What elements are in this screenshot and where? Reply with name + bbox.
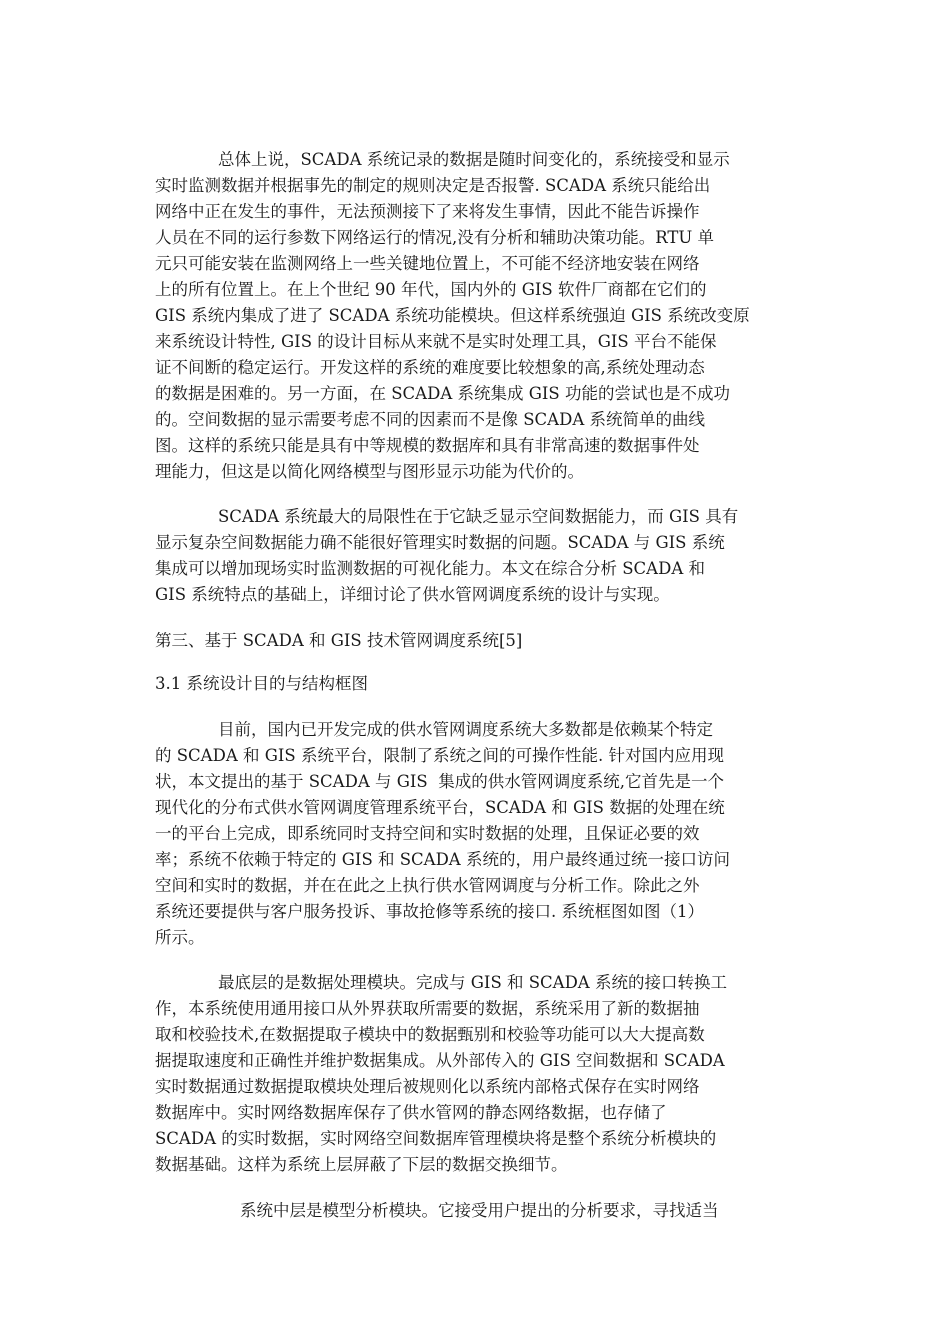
paragraph-line: 显示复杂空间数据能力确不能很好管理实时数据的问题。SCADA 与 GIS 系统 — [155, 533, 725, 552]
paragraph-line: 的 SCADA 和 GIS 系统平台，限制了系统之间的可操作性能. 针对国内应用现 — [155, 746, 724, 765]
paragraph-line: 一的平台上完成，即系统同时支持空间和实时数据的处理，且保证必要的效 — [155, 824, 700, 843]
paragraph-line: 空间和实时的数据，并在在此之上执行供水管网调度与分析工作。除此之外 — [155, 876, 700, 895]
paragraph-line: 系统还要提供与客户服务投诉、事故抢修等系统的接口. 系统框图如图（1） — [155, 902, 704, 921]
paragraph-line: GIS 系统特点的基础上，详细讨论了供水管网调度系统的设计与实现。 — [155, 585, 670, 604]
section-heading: 第三、基于 SCADA 和 GIS 技术管网调度系统[5] — [155, 631, 523, 650]
paragraph-line: 据提取速度和正确性并维护数据集成。从外部传入的 GIS 空间数据和 SCADA — [155, 1051, 725, 1070]
paragraph-line: 的。空间数据的显示需要考虑不同的因素而不是像 SCADA 系统简单的曲线 — [155, 410, 705, 429]
paragraph-line: 上的所有位置上。在上个世纪 90 年代，国内外的 GIS 软件厂商都在它们的 — [155, 280, 707, 299]
paragraph-line: 取和校验技术,在数据提取子模块中的数据甄别和校验等功能可以大大提高数 — [155, 1025, 705, 1044]
paragraph-line: 最底层的是数据处理模块。完成与 GIS 和 SCADA 系统的接口转换工 — [218, 973, 727, 992]
paragraph-line: 理能力，但这是以简化网络模型与图形显示功能为代价的。 — [155, 462, 584, 481]
paragraph-line: 的数据是困难的。另一方面，在 SCADA 系统集成 GIS 功能的尝试也是不成功 — [155, 384, 730, 403]
paragraph-line: 作，本系统使用通用接口从外界获取所需要的数据，系统采用了新的数据抽 — [155, 999, 700, 1018]
paragraph-line: 实时监测数据并根据事先的制定的规则决定是否报警. SCADA 系统只能给出 — [155, 176, 711, 195]
paragraph-line: 人员在不同的运行参数下网络运行的情况,没有分析和辅助决策功能。RTU 单 — [155, 228, 715, 247]
paragraph-line: 率；系统不依赖于特定的 GIS 和 SCADA 系统的，用户最终通过统一接口访问 — [155, 850, 730, 869]
paragraph-line: 实时数据通过数据提取模块处理后被规则化以系统内部格式保存在实时网络 — [155, 1077, 700, 1096]
paragraph-line: 数据库中。实时网络数据库保存了供水管网的静态网络数据，也存储了 — [155, 1103, 667, 1122]
paragraph-line: 证不间断的稳定运行。开发这样的系统的难度要比较想象的高,系统处理动态 — [155, 358, 705, 377]
paragraph-line: 目前，国内已开发完成的供水管网调度系统大多数都是依赖某个特定 — [218, 720, 713, 739]
paragraph-line: GIS 系统内集成了进了 SCADA 系统功能模块。但这样系统强迫 GIS 系统改变原 — [155, 306, 750, 325]
paragraph-line: SCADA 系统最大的局限性在于它缺乏显示空间数据能力，而 GIS 具有 — [218, 507, 739, 526]
paragraph-line: 图。这样的系统只能是具有中等规模的数据库和具有非常高速的数据事件处 — [155, 436, 700, 455]
paragraph-line: 总体上说，SCADA 系统记录的数据是随时间变化的，系统接受和显示 — [218, 150, 730, 169]
paragraph-line: 所示。 — [155, 928, 205, 947]
paragraph-line: 元只可能安装在监测网络上一些关键地位置上，不可能不经济地安装在网络 — [155, 254, 700, 273]
paragraph-line: 集成可以增加现场实时监测数据的可视化能力。本文在综合分析 SCADA 和 — [155, 559, 705, 578]
paragraph-line: 数据基础。这样为系统上层屏蔽了下层的数据交换细节。 — [155, 1155, 568, 1174]
paragraph-line: 来系统设计特性, GIS 的设计目标从来就不是实时处理工具，GIS 平台不能保 — [155, 332, 717, 351]
paragraph-line: 现代化的分布式供水管网调度管理系统平台，SCADA 和 GIS 数据的处理在统 — [155, 798, 725, 817]
paragraph-line: 网络中正在发生的事件，无法预测接下了来将发生事情，因此不能告诉操作 — [155, 202, 700, 221]
paragraph-line: 系统中层是模型分析模块。它接受用户提出的分析要求，寻找适当 — [240, 1201, 719, 1220]
subsection-heading: 3.1 系统设计目的与结构框图 — [155, 674, 368, 693]
paragraph-line: SCADA 的实时数据，实时网络空间数据库管理模块将是整个系统分析模块的 — [155, 1129, 717, 1148]
paragraph-line: 状，本文提出的基于 SCADA 与 GIS 集成的供水管网调度系统,它首先是一个 — [155, 772, 724, 791]
